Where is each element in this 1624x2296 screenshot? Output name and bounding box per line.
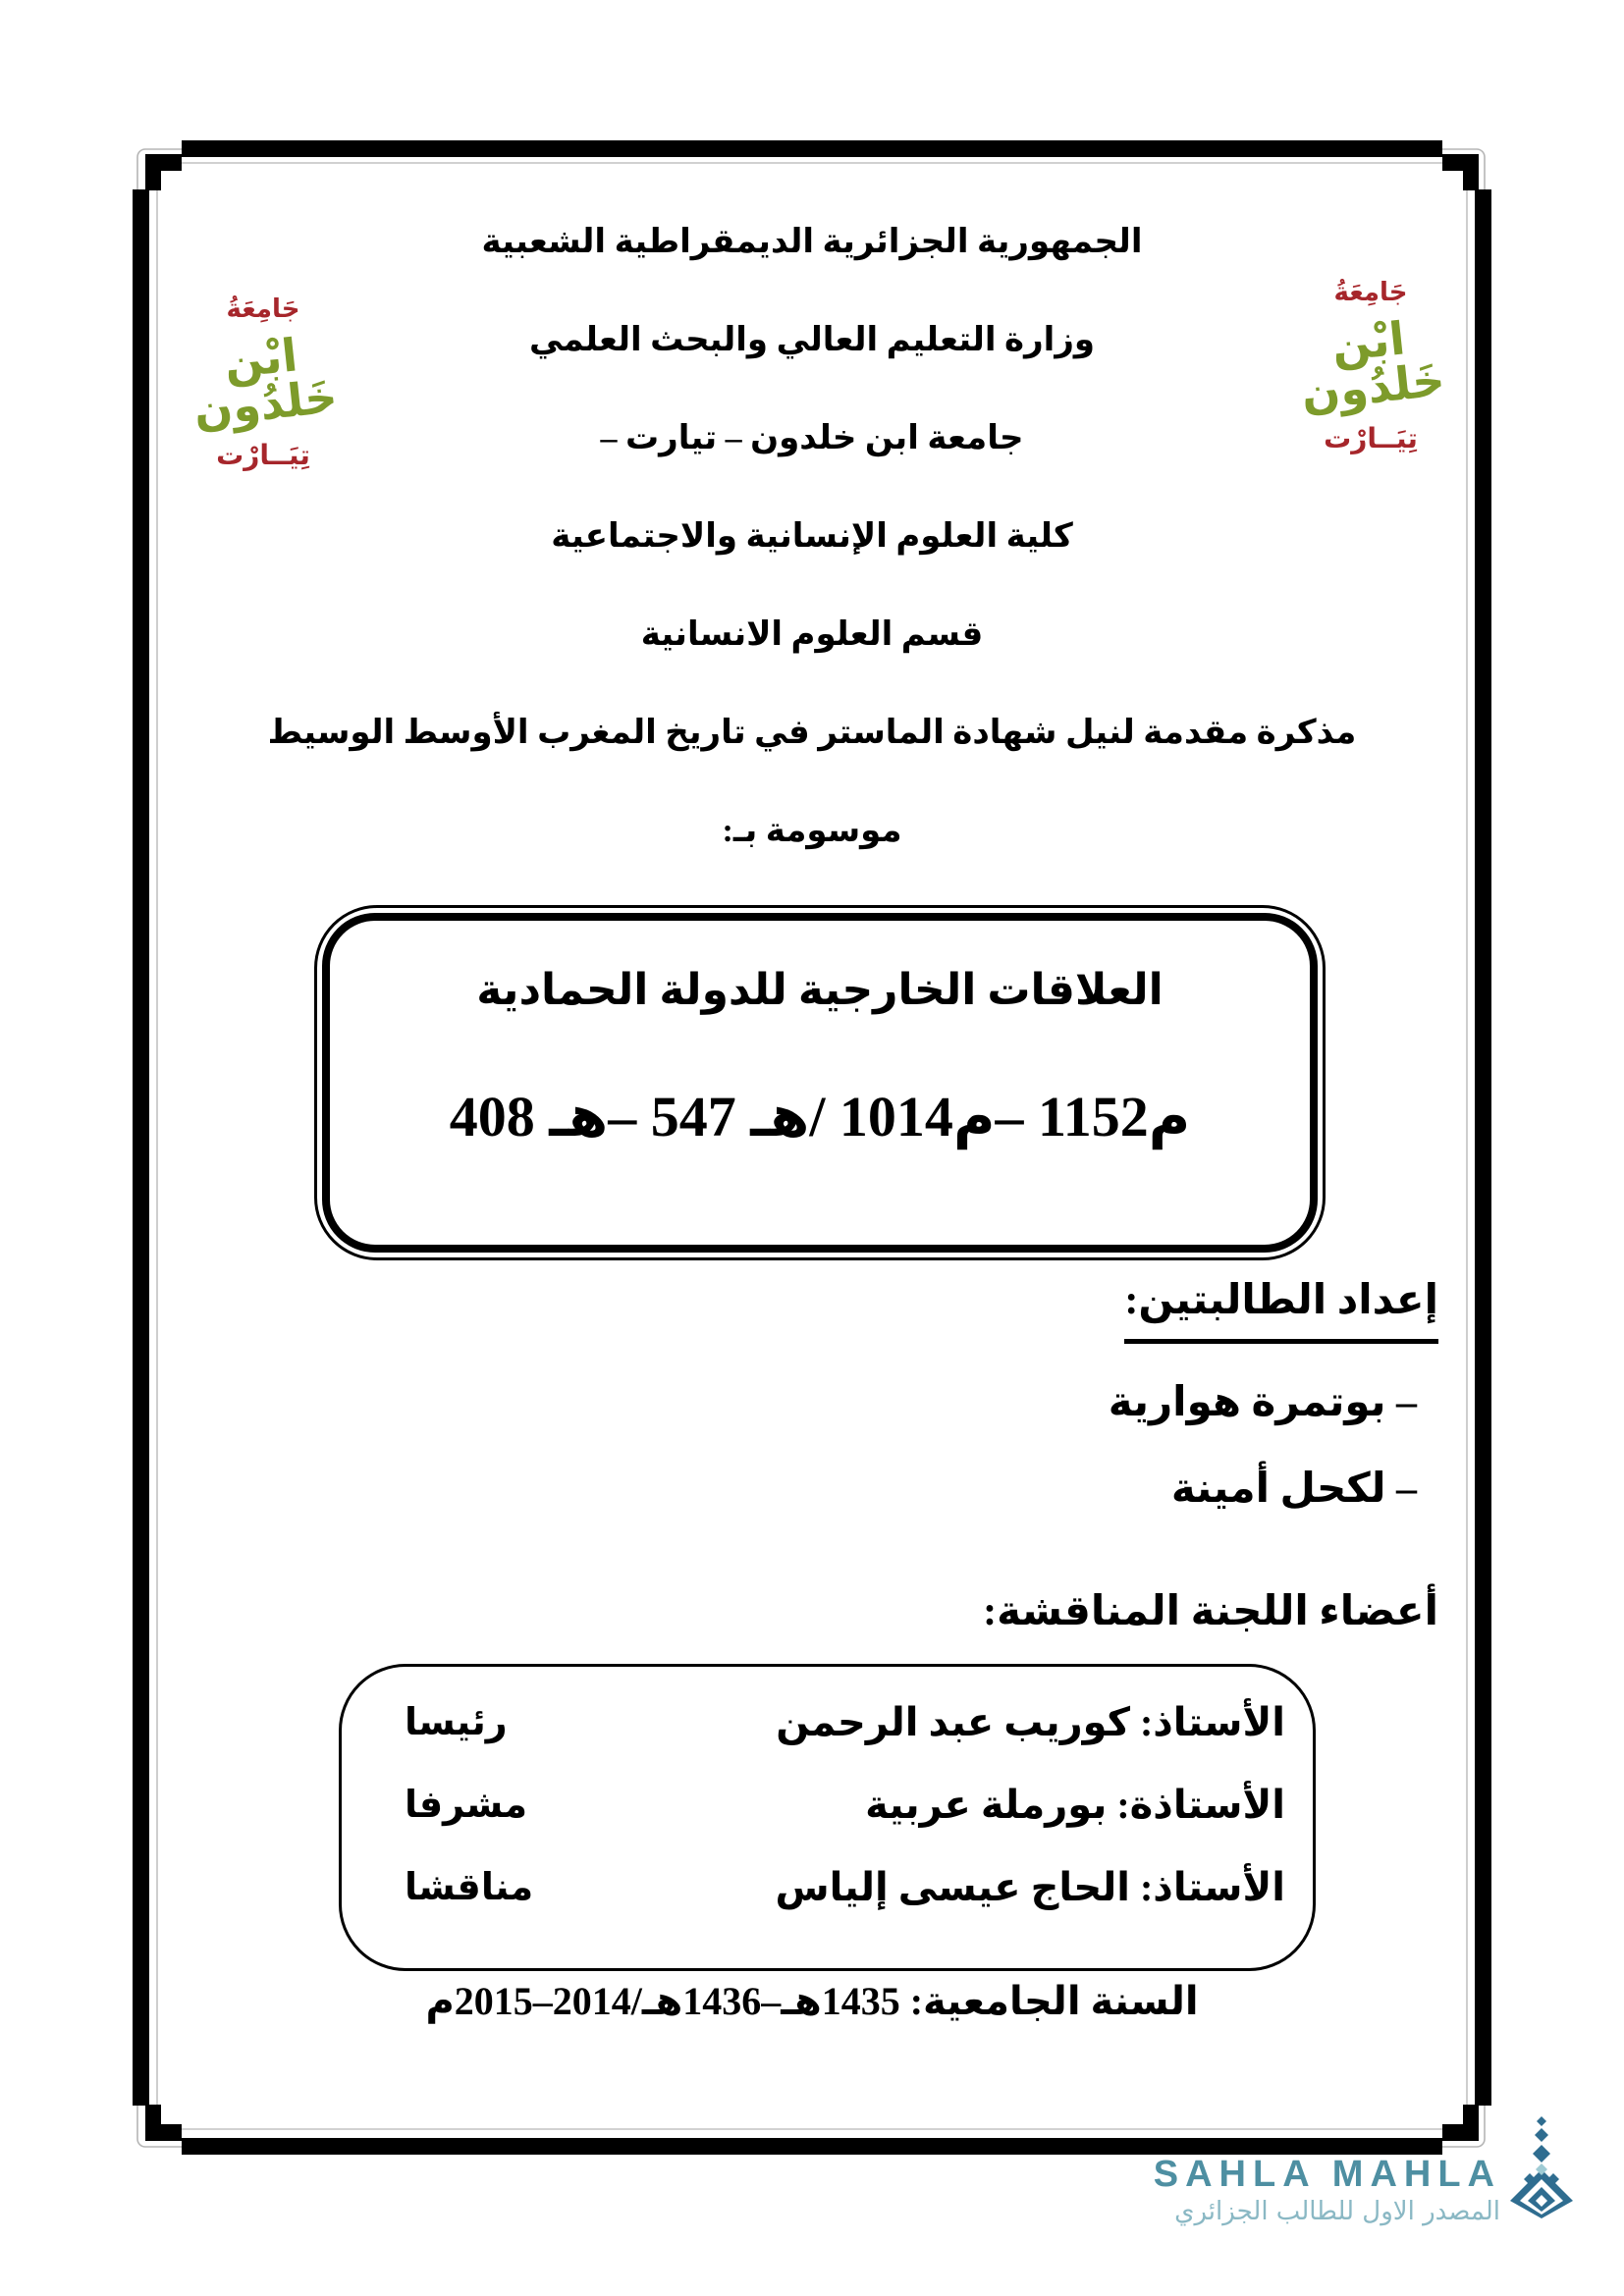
committee-member-name: الأستاذ: الحاج عيسى إلياس	[775, 1865, 1285, 1910]
students-section	[1109, 1274, 1438, 1517]
seal-word-university: جَامِعَةُ	[1333, 278, 1408, 307]
committee-box	[339, 1664, 1316, 1971]
thesis-type-line: مذكرة مقدمة لنيل شهادة الماستر في تاريخ المغرب الأوسط الوسيط	[267, 715, 1357, 751]
faculty-name: كلية العلوم الإنسانية والاجتماعية	[551, 518, 1073, 555]
thesis-title-box	[314, 905, 1326, 1260]
republic-title: الجمهورية الجزائرية الديمقراطية الشعبية	[481, 224, 1143, 260]
thesis-date-range: 408 هـ‎– 547 هـ‎/ 1014م‎– 1152م	[449, 1085, 1191, 1148]
titled-as-label: موسومة بـ:	[722, 813, 902, 849]
university-name: جامعة ابن خلدون – تيارت –	[600, 420, 1024, 456]
committee-member-role: مناقشا	[405, 1867, 534, 1909]
committee-heading: أعضاء اللجنة المناقشة:	[983, 1589, 1438, 1634]
seal-word-tiaret: تِيَــارْت	[1324, 422, 1418, 454]
committee-member-role: رئيسا	[405, 1701, 508, 1743]
university-seal-left	[165, 296, 361, 507]
seal-word-university: جَامِعَةُ	[226, 294, 300, 324]
department-name: قسم العلوم الانسانية	[640, 616, 984, 653]
committee-row-examiner	[369, 1846, 1285, 1929]
students-heading: إعداد الطالبتين:	[1124, 1274, 1438, 1344]
committee-member-name: الأستاذ: كوريب عبد الرحمن	[776, 1699, 1285, 1744]
watermark-tagline: المصدر الاول للطالب الجزائري	[1174, 2197, 1500, 2226]
seal-word-ibn-khaldoun: ابْن خَلدُون	[190, 328, 340, 438]
thesis-title: العلاقات الخارجية للدولة الحمادية	[476, 966, 1164, 1014]
university-seal-right	[1272, 280, 1469, 491]
ministry-title: وزارة التعليم العالي والبحث العلمي	[528, 322, 1096, 358]
student-name-1: – بوتمرة هوارية	[1108, 1380, 1417, 1425]
thesis-title-box-inner	[322, 913, 1318, 1253]
academic-year: السنة الجامعية: 1435هـ–1436هـ/2014–2015م	[425, 1979, 1199, 2023]
committee-member-role: مشرفا	[405, 1784, 527, 1826]
student-name-2: – لكحل أمينة	[1170, 1467, 1417, 1512]
header-block	[167, 192, 1457, 880]
committee-row-supervisor	[369, 1763, 1285, 1845]
watermark-brand: SAHLA MAHLA	[1153, 2154, 1501, 2195]
committee-row-president	[369, 1681, 1285, 1763]
committee-member-name: الأستاذة: بورملة عربية	[865, 1782, 1285, 1827]
watermark-kufic-logo-icon	[1508, 2116, 1575, 2218]
seal-word-ibn-khaldoun: ابْن خَلدُون	[1298, 311, 1447, 421]
seal-word-tiaret: تِيَــارْت	[216, 439, 310, 471]
